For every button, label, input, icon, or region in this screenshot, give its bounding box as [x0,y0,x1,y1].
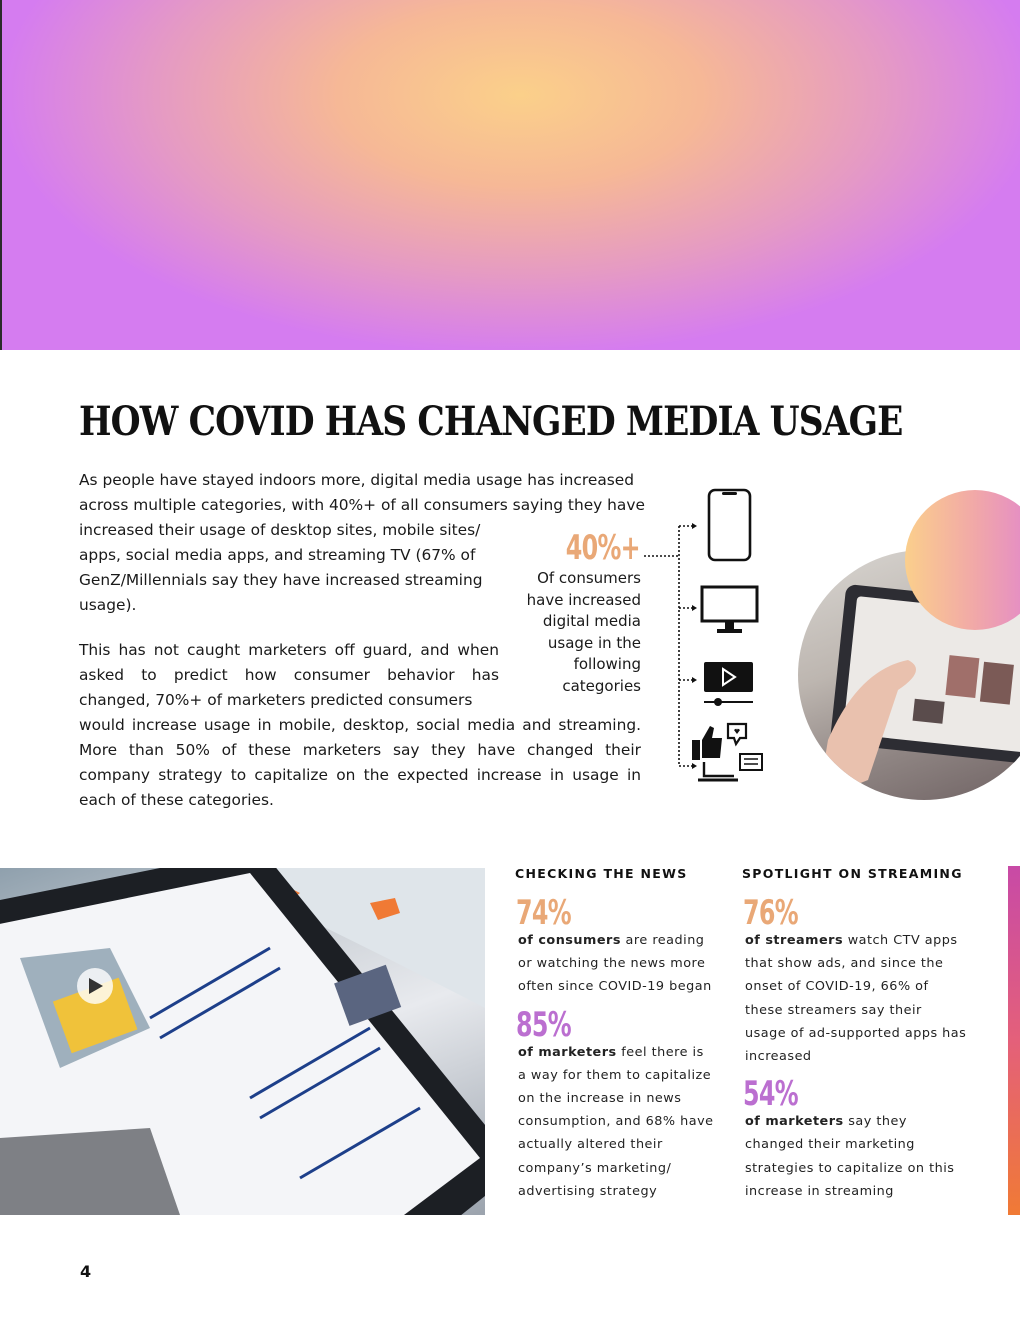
news-stat-2-value: 85% [516,1004,571,1045]
streaming-stat-1-body: watch CTV apps that show ads, and since the onset of COVID-19, 66% of these streamers say their usage of ad-supported apps has increased [745,933,967,1065]
news-stat-2-text [518,1041,715,1203]
center-stat-value: 40%+ [565,528,640,568]
checking-news-column [515,866,715,1209]
streaming-stat-2-lead: of marketers [745,1114,844,1130]
streaming-stat-1-lead: of streamers [745,933,844,948]
news-stat-2 [518,1005,715,1203]
center-stat-description: Of consumers have increased digital media usage in the following categories [526,569,641,695]
center-stat [534,528,640,568]
banner-edge-line [0,0,2,350]
paragraph-1-top [79,468,649,518]
desktop-monitor-icon [700,584,760,636]
news-stat-2-lead: of marketers [518,1044,617,1060]
streaming-stat-1-text [745,929,967,1068]
side-accent-bar [1008,866,1020,1215]
spotlight-streaming-column [742,866,967,1209]
streaming-stat-2 [745,1074,967,1203]
phone-news-photo [0,868,485,1215]
page-number: 4 [80,1262,92,1281]
streaming-stat-2-body: say they changed their marketing strategies to capitalize on this increase in streaming [745,1114,955,1199]
checking-news-heading: CHECKING THE NEWS [515,866,688,881]
paragraph-2-wrap: This has not caught marketers off guard, and when asked to predict how consumer behavior has changed, 70%+ of marketers predicted consumers [79,641,499,709]
news-stat-1-body: are reading or watching the news more often since COVID-19 began [518,933,712,995]
paragraph-2-full-lines: would increase usage in mobile, desktop, social media and streaming. More than 50% of these marketers say they have changed their company strategy to capitalize on the expected increase in usage in each of these categories. [79,716,641,809]
video-player-icon [702,660,757,708]
streaming-stat-1-value: 76% [743,893,798,933]
smartphone-icon [706,488,754,563]
streaming-stat-2-value: 54% [743,1074,798,1115]
news-stat-1-text [518,929,715,999]
phone-news-illustration [0,868,485,1215]
spotlight-streaming-heading: SPOTLIGHT ON STREAMING [742,866,963,881]
news-stat-2-body: feel there is a way for them to capitalize on the increase in news consumption, and 68% have actually altered their company’s marketing/ advertising strategy [518,1044,714,1199]
page-title: HOW COVID HAS CHANGED MEDIA USAGE [79,398,903,445]
paragraph-1-full-lines: As people have stayed indoors more, digital media usage has increased across multiple categories, with 40%+ of all consumers saying they have [79,471,645,514]
news-stat-1 [518,893,715,999]
social-media-icon [690,720,765,786]
hero-gradient-banner [0,0,1020,350]
news-stat-1-value: 74% [516,893,571,933]
news-stat-1-lead: of consumers [518,933,621,948]
streaming-stat-1 [745,893,967,1068]
streaming-stat-2-text [745,1110,967,1203]
paragraph-1-wrap: increased their usage of desktop sites, mobile sites/ apps, social media apps, and streaming TV (67% of GenZ/Millennials say they have increased streaming usage). [79,521,483,614]
